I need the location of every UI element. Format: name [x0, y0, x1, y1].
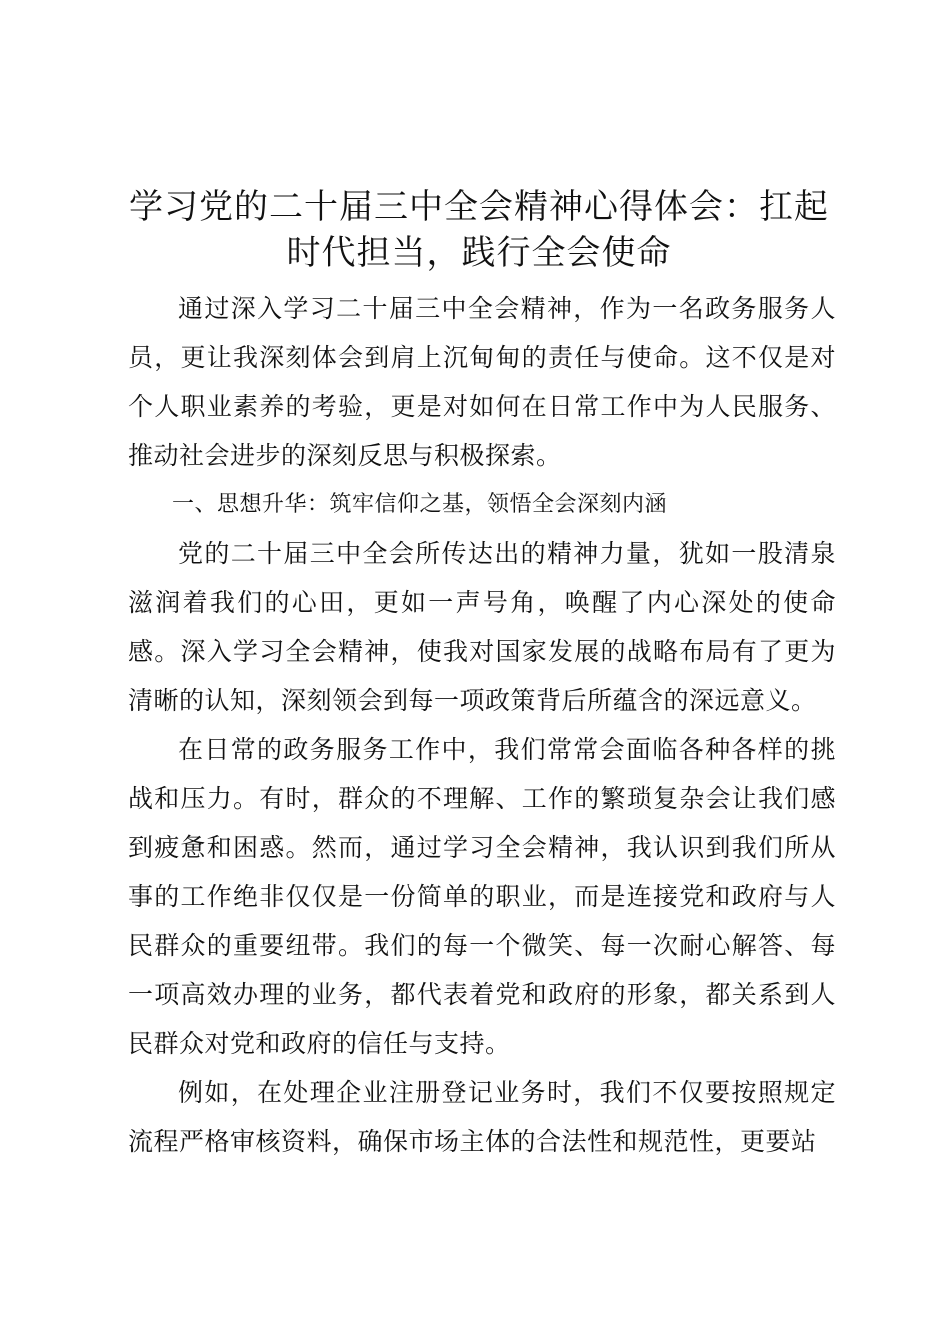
paragraph-example: 例如，在处理企业注册登记业务时，我们不仅要按照规定流程严格审核资料，确保市场主体的合法性和规范性，更要站 [128, 1078, 836, 1156]
paragraph-daily-work: 在日常的政务服务工作中，我们常常会面临各种各样的挑战和压力。有时，群众的不理解、工作的繁琐复杂会让我们感到疲惫和困惑。然而，通过学习全会精神，我认识到我们所从事的工作绝非仅仅是一份简单的职业，而是连接党和政府与人民群众的重要纽带。我们的每一个微笑、每一次耐心解答、每一项高效办理的业务，都代表着党和政府的形象，都关系到人民群众对党和政府的信任与支持。 [128, 735, 836, 1058]
document-title: 学习党的二十届三中全会精神心得体会：扛起时代担当，践行全会使命 [129, 187, 829, 273]
paragraph-intro: 通过深入学习二十届三中全会精神，作为一名政务服务人员，更让我深刻体会到肩上沉甸甸的责任与使命。这不仅是对个人职业素养的考验，更是对如何在日常工作中为人民服务、推动社会进步的深刻反思与积极探索。 [128, 294, 836, 470]
document-body [128, 284, 836, 1166]
section-heading: 一、思想升华：筑牢信仰之基，领悟全会深刻内涵 [172, 492, 668, 517]
paragraph-plenum-spirit: 党的二十届三中全会所传达出的精神力量，犹如一股清泉滋润着我们的心田，更如一声号角，唤醒了内心深处的使命感。深入学习全会精神，使我对国家发展的战略布局有了更为清晰的认知，深刻领会到每一项政策背后所蕴含的深远意义。 [128, 539, 836, 715]
